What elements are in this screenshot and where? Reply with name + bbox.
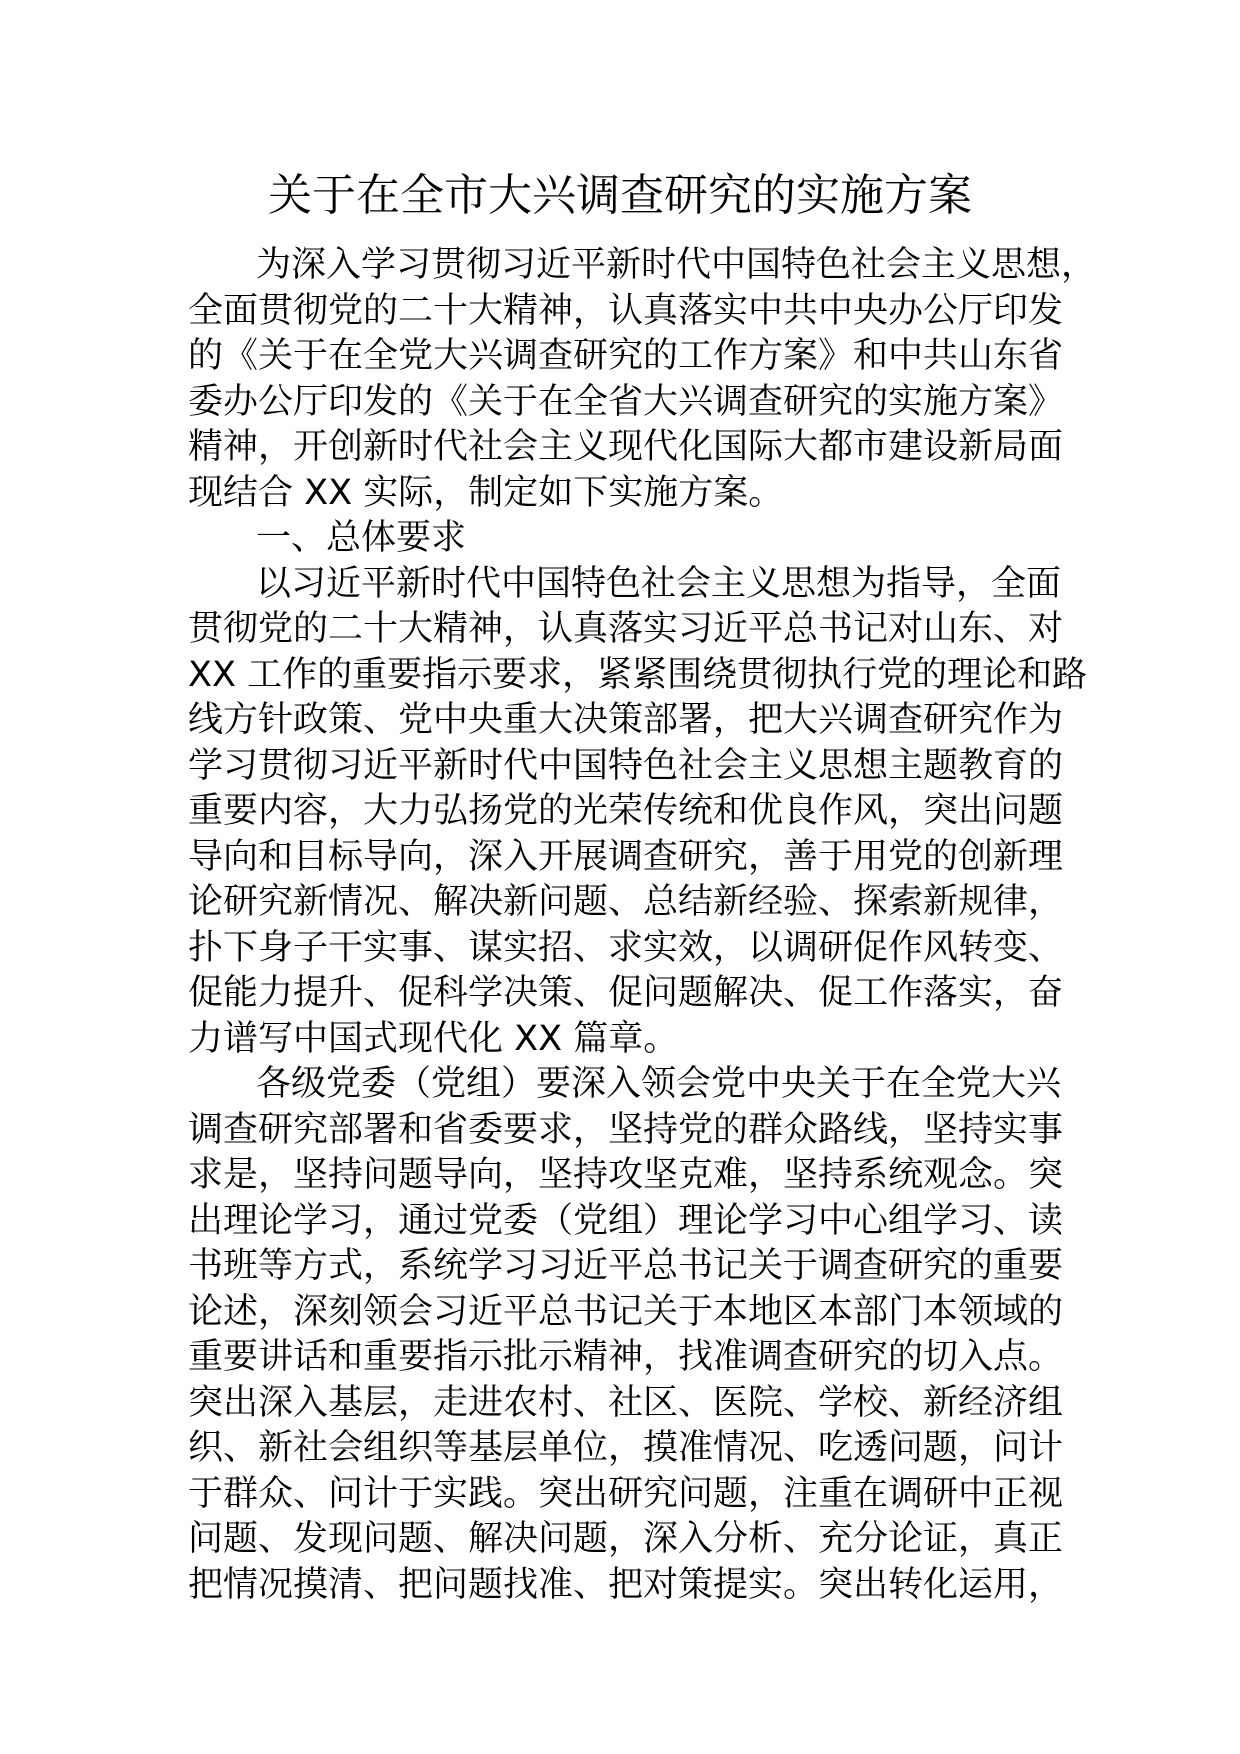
paragraph-line: 于群众、问计于实践。突出研究问题，注重在调研中正视: [188, 1473, 1064, 1514]
paragraph-line: 书班等方式，系统学习习近平总书记关于调查研究的重要: [188, 1246, 1064, 1286]
paragraph-line: 全面贯彻党的二十大精神，认真落实中共中央办公厅印发: [188, 290, 1064, 331]
document-body: [188, 243, 1097, 1608]
paragraph-line: 突出深入基层，走进农村、社区、医院、学校、新经济组: [188, 1382, 1064, 1423]
paragraph-line: 论研究新情况、解决新问题、总结新经验、探索新规律，: [188, 882, 1064, 922]
paragraph-line: 各级党委（党组）要深入领会党中央关于在全党大兴: [256, 1064, 1062, 1104]
section-heading: 一、总体要求: [256, 518, 467, 558]
paragraph-line: 重要讲话和重要指示批示精神，找准调查研究的切入点。: [188, 1337, 1064, 1377]
paragraph-line: XX 工作的重要指示要求，紧紧围绕贯彻执行党的理论和路: [188, 654, 1088, 695]
paragraph-line: 出理论学习，通过党委（党组）理论学习中心组学习、读: [188, 1200, 1064, 1241]
paragraph-line: 论述，深刻领会习近平总书记关于本地区本部门本领域的: [188, 1291, 1064, 1332]
paragraph-line: 以习近平新时代中国特色社会主义思想为指导，全面: [256, 563, 1062, 604]
paragraph-line: 调查研究部署和省委要求，坚持党的群众路线，坚持实事: [188, 1109, 1064, 1150]
paragraph-line: 精神，开创新时代社会主义现代化国际大都市建设新局面: [188, 427, 1064, 467]
paragraph-line: 促能力提升、促科学决策、促问题解决、促工作落实，奋: [188, 973, 1064, 1013]
paragraph-line: 问题、发现问题、解决问题，深入分析、充分论证，真正: [188, 1519, 1064, 1559]
paragraph-line: 线方针政策、党中央重大决策部署，把大兴调查研究作为: [188, 700, 1064, 740]
paragraph-line: 把情况摸清、把问题找准、把对策提实。突出转化运用，: [188, 1564, 1064, 1605]
paragraph-line: 导向和目标导向，深入开展调查研究，善于用党的创新理: [188, 836, 1064, 877]
paragraph-line: 织、新社会组织等基层单位，摸准情况、吃透问题，问计: [188, 1428, 1064, 1468]
paragraph-line: 现结合 XX 实际，制定如下实施方案。: [188, 472, 784, 513]
paragraph-line: 为深入学习贯彻习近平新时代中国特色社会主义思想，: [256, 245, 1097, 285]
document-title: 关于在全市大兴调查研究的实施方案: [268, 170, 972, 221]
paragraph-line: 学习贯彻习近平新时代中国特色社会主义思想主题教育的: [188, 745, 1064, 786]
paragraph-line: 重要内容，大力弘扬党的光荣传统和优良作风，突出问题: [188, 791, 1064, 831]
paragraph-line: 的《关于在全党大兴调查研究的工作方案》和中共山东省: [188, 336, 1064, 376]
paragraph-line: 力谱写中国式现代化 XX 篇章。: [188, 1018, 679, 1059]
paragraph-line: 求是，坚持问题导向，坚持攻坚克难，坚持系统观念。突: [188, 1155, 1064, 1195]
paragraph-line: 贯彻党的二十大精神，认真落实习近平总书记对山东、对: [188, 609, 1064, 649]
paragraph-line: 委办公厅印发的《关于在全省大兴调查研究的实施方案》: [188, 381, 1064, 422]
paragraph-line: 扑下身子干实事、谋实招、求实效，以调研促作风转变、: [188, 927, 1064, 968]
